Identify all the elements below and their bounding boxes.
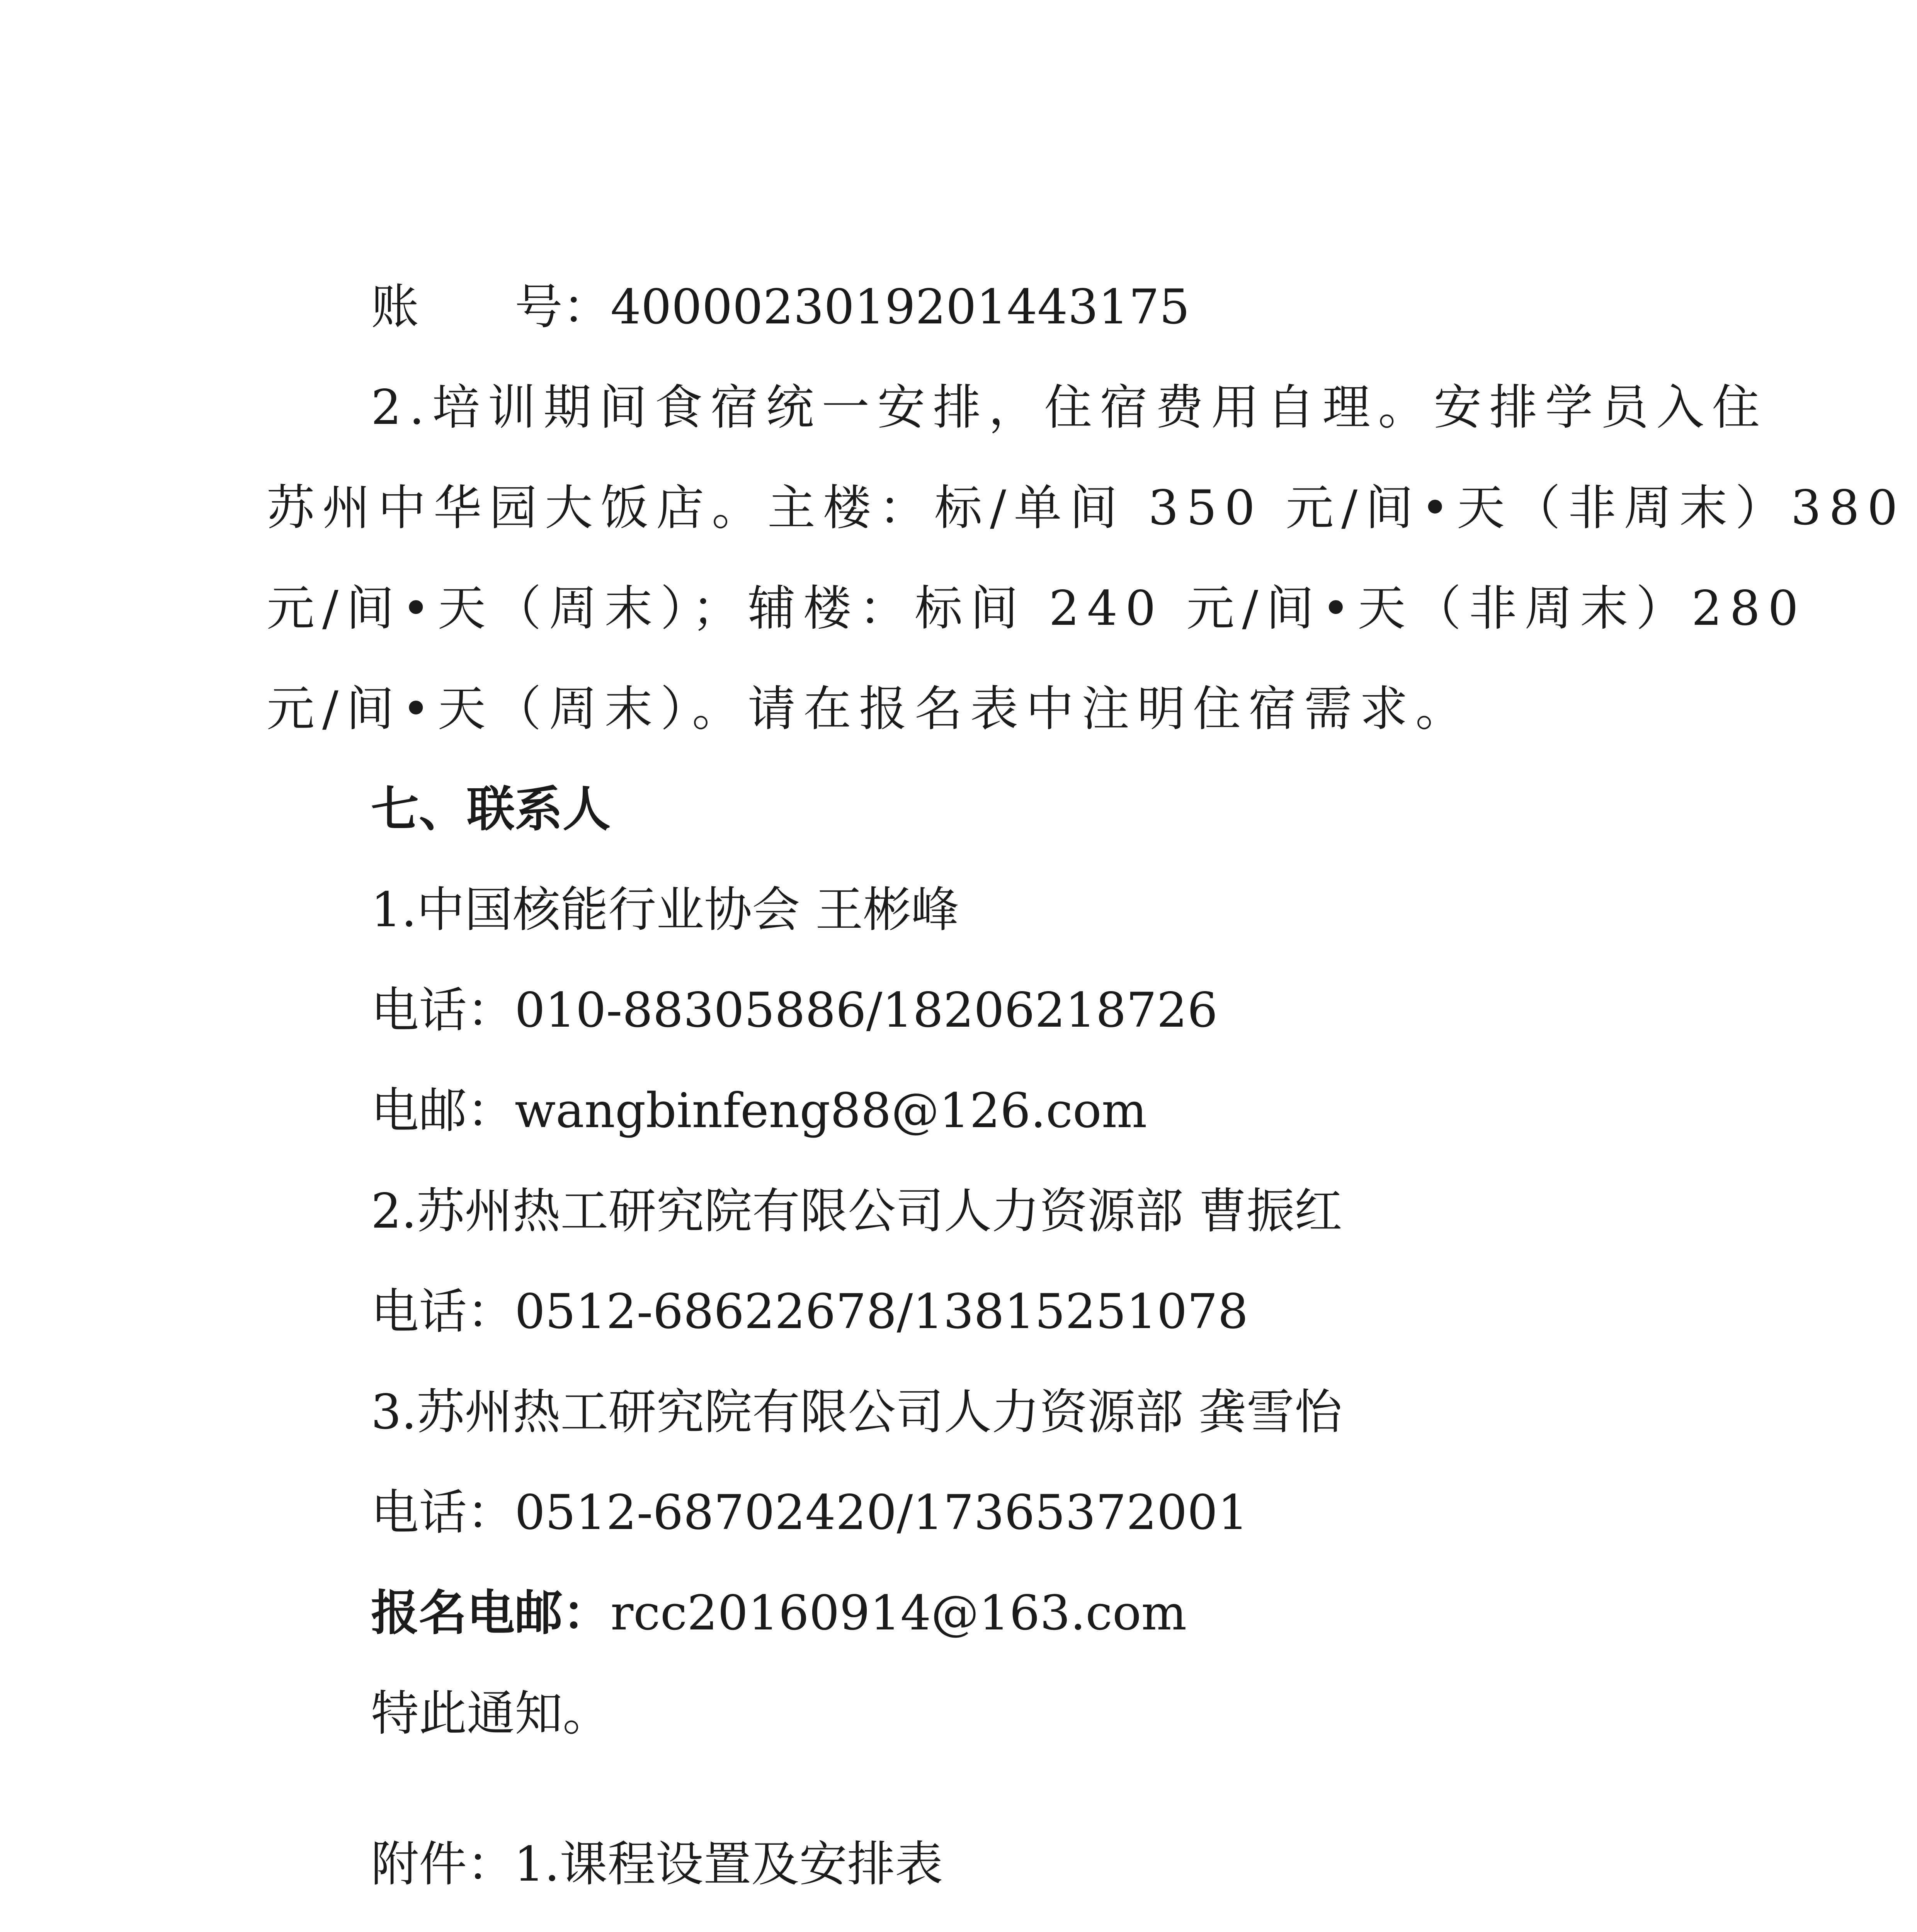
bank-account-line bbox=[371, 278, 1190, 336]
contact-1-email: 电邮：wangbinfeng88@126.com bbox=[371, 1083, 1147, 1139]
accommodation-line-3: 元/间•天（周末）；辅楼：标间 240 元/间•天（非周末）280 bbox=[267, 581, 1806, 636]
accommodation-line-1: 2.培训期间食宿统一安排，住宿费用自理。安排学员入住 bbox=[371, 380, 1768, 435]
signup-email-label: 报名电邮： bbox=[371, 1585, 611, 1641]
signup-email: rcc20160914@163.com bbox=[611, 1585, 1187, 1641]
attachments-label: 附件： bbox=[371, 1837, 515, 1892]
contact-2-phone: 电话：0512-68622678/13815251078 bbox=[371, 1284, 1249, 1340]
contact-3-org: 3.苏州热工研究院有限公司人力资源部 龚雪怡 bbox=[371, 1384, 1342, 1440]
bank-account-label: 账 号： bbox=[371, 279, 611, 335]
contact-2-org: 2.苏州热工研究院有限公司人力资源部 曹振红 bbox=[371, 1184, 1342, 1239]
bank-account-number: 4000023019201443175 bbox=[611, 279, 1190, 335]
accommodation-line-4: 元/间•天（周末）。请在报名表中注明住宿需求。 bbox=[267, 681, 1471, 737]
attachment-item-1: 1.课程设置及安排表 bbox=[514, 1837, 943, 1892]
contacts-heading: 七、联系人 bbox=[371, 782, 611, 837]
closing-text: 特此通知。 bbox=[371, 1686, 611, 1742]
accommodation-line-2: 苏州中华园大饭店。主楼：标/单间 350 元/间•天（非周末）380 bbox=[267, 480, 1905, 536]
contact-1-phone: 电话：010-88305886/18206218726 bbox=[371, 983, 1218, 1038]
contact-3-phone: 电话：0512-68702420/17365372001 bbox=[371, 1485, 1249, 1541]
contact-1-org: 1.中国核能行业协会 王彬峰 bbox=[371, 882, 959, 938]
signup-email-line bbox=[371, 1584, 1187, 1642]
